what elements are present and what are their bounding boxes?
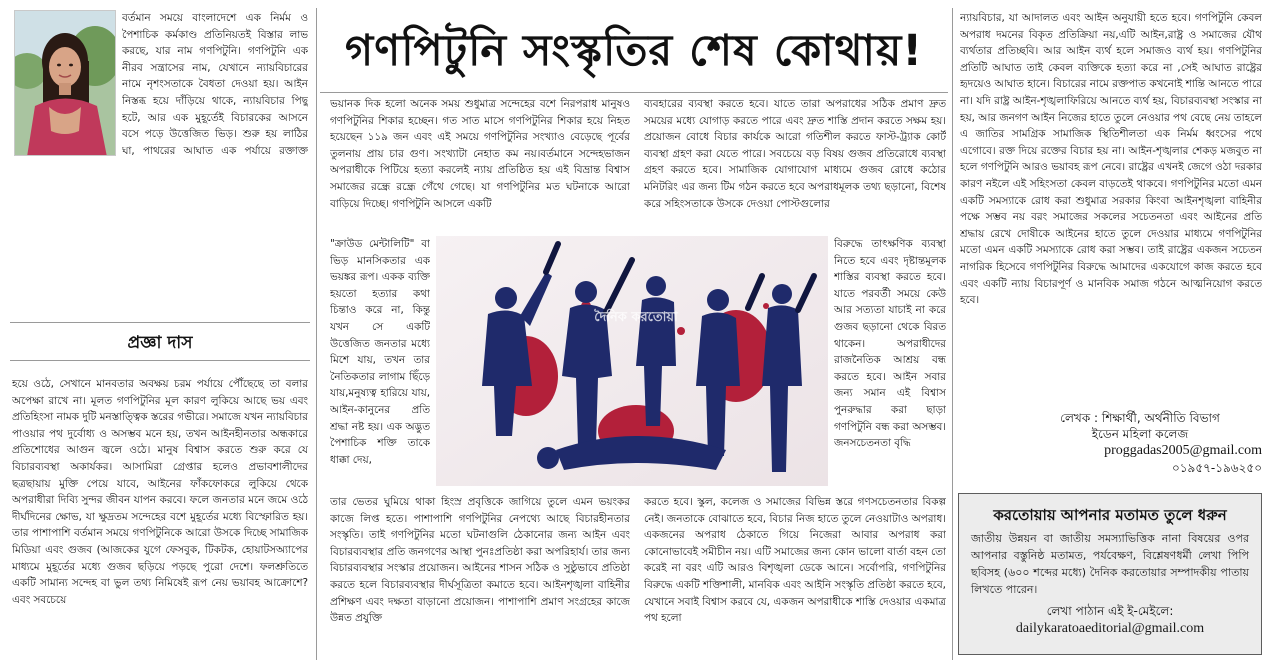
writer-institution: ইডেন মহিলা কলেজ <box>1091 427 1189 441</box>
mob-violence-illustration <box>436 236 828 486</box>
headline-divider <box>320 92 948 93</box>
article-column-1-top: বর্তমান সময়ে বাংলাদেশে এক নির্মম ও পৈশাচিক কর্মকাণ্ড প্রতিনিয়তই বিস্তার লাভ করছে, যার নাম গণপিটুনি। গণপিটুনি এক নীরব সন্ত্রাসের নাম, যেখানে ন্যায়বিচারের নামে নৃশংসতাকে বৈধতা দেওয়া হয়। আইন নিস্তব্ধ হয়ে দাঁড়িয়ে থাকে, ন্যায়বিচার পিছু হটে, আর এক মুহূর্তেই বিচারকের আসনে বসে পড়ে উত্তেজিত ভিড়। শুরু হয় লাঠির ঘা, পাথরের আঘাত এক পর্যায়ে রক্তাক্ত <box>122 12 308 157</box>
article-column-3-top: ব্যবহারের ব্যবস্থা করতে হবে। যাতে তারা অপরাধের সঠিক প্রমাণ দ্রুত সময়ের মধ্যে যোগাড় করতে পারে এবং দ্রুত শাস্তি প্রদান করতে সক্ষম হয়। প্রয়োজন বোধে বিচার কার্যকে আরো গতিশীল করতে ফাস্ট-ট্র্যাক কোর্ট ব্যবস্থা গ্রহণ করা যেতে পারে। সবচেয়ে বড় বিষয় গুজব প্রতিরোধে ব্যবস্থা গ্রহণ করতে হবে। সামাজিক যোগাযোগ মাধ্যমে গুজব রোধে কঠোর মনিটরিং এর জন্য টিম গঠন করতে হবে অপরাধমূলক তথ্য ছড়ানো, বিশেষ করে সহিংসতাকে উসকে দেওয়া পোস্টগুলোর <box>644 98 946 210</box>
promo-email-link[interactable]: dailykaratoaeditorial@gmail.com <box>1015 621 1205 636</box>
byline: প্রজ্ঞা দাস <box>127 333 193 353</box>
column-divider <box>316 8 317 660</box>
writer-info <box>978 410 1262 476</box>
image-watermark: দৈনিক করতোয়া <box>594 310 678 325</box>
article-column-4: ন্যায়বিচার, যা আদালত এবং আইন অনুযায়ী হতে হবে। গণপিটুনি কেবল অপরাধ দমনের বিকৃত প্রতিক্রিয়া নয়,এটি আইন,রাষ্ট্র ও সমাজের যৌথ ব্যর্থতার প্রতিচ্ছবি। আর আইন ব্যর্থ হলে সমাজও ব্যর্থ হয়। গণপিটুনির প্রতিটি আঘাত তাই কেবল ব্যক্তিকে হত্যা করে না ,সেই আঘাত রাষ্ট্রের হৃদয়েও আঘাত হানে। বিচারের নামে রক্তপাত কখনোই শান্তি আনতে পারে না। যদি রাষ্ট্র আইন-শৃঙ্খলাফিরিয়ে আনতে ব্যর্থ হয়, বিচারব্যবস্থা সংস্কার না হয়, আর জনগণ আইন নিজের হাতে তুলে নেওয়ার পথ বেছে নেয় তাহলে এ জাতির সামগ্রিক সামাজিক স্থিতিশীলতা এক নির্মম ধ্বংসের পথে এগোবে। রক্ত দিয়ে রক্তের বিচার হয় না। আইন-শৃঙ্খলার শেকড় মজবুত না হলে গণপিটুনি আরও ভয়াবহ রূপ নেবে। রাষ্ট্রের এখনই জেগে ওঠা দরকার কারণ নইলে এই সহিংসতা কেবল বাড়তেই থাকবে। গণপিটুনির মতো এমন একটি সমস্যাকে রোধ করা শুধুমাত্র সরকার কিংবা আইনশৃঙ্খলা বাহিনীর পক্ষে সম্ভব নয় বরং সমাজের সকলের সচেতনতা এবং আইনের প্রতি শ্রদ্ধায় রেখে দোষীকে আইনের হাতে তুলে দেওয়ার মাধ্যমে গণপিটুনির মতো এমন একটি সমস্যাকে রোধ করা সম্ভব। তাই রাষ্ট্রের একজন সচেতন নাগরিক হিসেবে গণপিটুনির বিরুদ্ধে আমাদের একযোগে কাজ করতে হবে এবং একটি ন্যায় বিচারপূর্ণ ও মানবিক সমাজ গঠনে আত্মনিয়োগ করতে হবে। <box>960 12 1262 307</box>
section-divider <box>10 322 310 323</box>
promo-body: জাতীয় উন্নয়ন বা জাতীয় সমস্যাভিত্তিক নানা বিষয়ের ওপর আপনার বস্তুনিষ্ঠ মতামত, পর্যবেক্ষণ, বিশ্লেষণধর্মী লেখা পিপি ছবিসহ (৬০০ শব্দের মধ্যে) দৈনিক করতোয়ার সম্পাদকীয় পাতায় লিখতে পারেন। <box>971 532 1249 596</box>
promo-title: করতোয়ায় আপনার মতামত তুলে ধরুন <box>993 506 1227 524</box>
article-column-3-bottom: করতে হবে। স্কুল, কলেজ ও সমাজের বিভিন্ন স্তরে গণসচেতনতার বিকল্প নেই। জনতাকে বোঝাতে হবে, বিচার নিজ হাতে তুলে নেওয়াটাও অপরাধ। একজনের অপরাধ ঠেকাতে গিয়ে নিজেরা আবার অপরাধ করা কোনোভাবেই সমীচীন নয়। এটি সমাজের জন্য কোন ভালো বার্তা বহন তো করেই না বরং এটি আরও বিশৃঙ্খলা ডেকে আনে। সর্বোপরি, গণপিটুনির বিরুদ্ধে একটি শক্তিশালী, মানবিক এবং আইনি সংস্কৃতি প্রতিষ্ঠা করতে হবে, যেখানে সবাই বিশ্বাস করবে যে, একজন অপরাধীকে শাস্তি দেওয়ার একমাত্র পথ হলো <box>644 496 946 625</box>
article-column-2-top: ভয়ানক দিক হলো অনেক সময় শুধুমাত্র সন্দেহের বশে নিরপরাধ মানুষও গণপিটুনির শিকার হচ্ছেন। গত সাত মাসে গণপিটুনির শিকার হয়ে নিহত হয়েছেন ১১৯ জন এবং এই সময়ে গণপিটুনির সংখ্যাও বেড়েছে পূর্বের তুলনায় প্রায় চার গুণ। সংখ্যাটা নেহাত কম নয়।বর্তমানে সন্দেহভাজন অপরাধীকে পিটিয়ে হত্যা করলেই ন্যায় প্রতিষ্ঠিত হয় এই বিভ্রান্ত বিশ্বাস সমাজের রন্ধ্রে রন্ধ্রে গেঁথে গেছে। যা গণপিটুনির মত ঘটনাকে আরো বাড়িয়ে দিচ্ছে। গণপিটুনি আসলে একটি <box>330 98 630 210</box>
article-column-1-wrap <box>12 160 308 320</box>
column-divider <box>952 8 953 660</box>
article-column-3-mid: বিরুদ্ধে তাৎক্ষণিক ব্যবস্থা নিতে হবে এবং দৃষ্টান্তমূলক শাস্তির ব্যবস্থা করতে হবে। যাতে পরবর্তী সময়ে কেউ আর সত্যতা যাচাই না করে গুজব ছড়ানো থেকে বিরত থাকেন। অপরাধীদের রাজনৈতিক আশ্রয় বন্ধ করতে হবে। আইন সবার জন্য সমান এই বিশ্বাস পুনরুদ্ধার করা ছাড়া গণপিটুনি বন্ধ করা অসম্ভব। জনসচেতনতা বৃদ্ধি <box>834 238 946 450</box>
article-column-2-bottom: তার ভেতর ঘুমিয়ে থাকা হিংস্র প্রবৃত্তিকে জাগিয়ে তুলে এমন ভয়ংকর কাজে লিপ্ত হতে। পাশাপাশি গণপিটুনির নেপথ্যে আছে বিচারহীনতার সংস্কৃতি। তাই গণপিটুনির মতো ঘটনাগুলি ঠেকানোর জন্য আইন এবং বিচারব্যবস্থার প্রতি জনগণের আস্থা পুনঃপ্রতিষ্ঠা করা অপরিহার্য। তার জন্য বিচারব্যবস্থার সংস্কার প্রয়োজন। আইনের শাসন সঠিক ও সুষ্ঠুভাবে প্রতিষ্ঠা করতে হলে বিচারব্যবস্থার দীর্ঘসূত্রিতা কমাতে হবে। আইনশৃঙ্খলা বাহিনীর প্রশিক্ষণ এবং দক্ষতা বাড়ানো প্রয়োজন। পাশাপাশি প্রমাণ সংগ্রহের কাজে উন্নত প্রযুক্তি <box>330 496 630 625</box>
section-divider <box>10 360 310 361</box>
opinion-submission-box <box>958 493 1262 655</box>
headline: গণপিটুনি সংস্কৃতির শেষ কোথায়! <box>345 26 923 76</box>
article-column-2-mid: "ক্রাউড মেন্টালিটি" বা ভিড় মানসিকতার এক ভয়ঙ্কর রূপ। একক ব্যক্তি হয়তো হত্যার কথা চিন্তাও করে না, কিন্তু যখন সে একটি উত্তেজিত জনতার মধ্যে মিশে যায়, তখন তার নৈতিকতার লাগাম ছিঁড়ে যায়,মনুষ্যত্ব হারিয়ে যায়, আইন-কানুনের প্রতি শ্রদ্ধা নষ্ট হয়। এক অদ্ভুত পৈশাচিক শক্তি তাকে ধাক্কা দেয়, <box>330 238 430 466</box>
promo-send-label: লেখা পাঠান এই ই-মেইলে: <box>1046 604 1174 618</box>
writer-email[interactable]: proggadas2005@gmail.com <box>1104 443 1262 458</box>
writer-designation: লেখক : শিক্ষার্থী, অর্থনীতি বিভাগ <box>1060 411 1220 425</box>
author-photo <box>14 10 116 156</box>
article-column-1-bottom: হয়ে ওঠে, সেখানে মানবতার অবক্ষয় চরম পর্যায়ে পৌঁছেছে তা বলার অপেক্ষা রাখে না। মূলত গণপিটুনির মূল কারণ লুকিয়ে আছে ভয় এবং প্রতিহিংসা নামক দুটি মনস্তাত্ত্বিক স্তরের গভীরে। সমাজে যখন ন্যায়বিচার পাওয়ার পথ দুর্বোধ্য ও অসম্ভব মনে হয়, তখন আইনহীনতার অন্ধকারে প্রতিশোধের আগুন জ্বলে ওঠে। মানুষ বিশ্বাস করতে শুরু করে যে বিচারব্যবস্থা অকার্যকর। আসামিরা গ্রেপ্তার হলেও প্রভাবশালীদের ছত্রছায়ায় মুক্তি পেয়ে যাবে, আইনের ফাঁকফোকরে লুকিয়ে থেকে অপরাধীরা দিব্যি সুন্দর জীবন যাপন করবে। ফলে জনতার মনে জমে ওঠে দীর্ঘদিনের ক্ষোভ, যা ক্ষুদ্রতম সন্দেহের বশে মুহূর্তের মধ্যে বিস্ফোরিত হয়। তার পাশাপাশি বর্তমান সময়ে গণপিটুনিকে আরো উসকে দিচ্ছে সামাজিক মিডিয়া এবং গুজব (আজকের যুগে ফেসবুক, টিকটক, হোয়াটসঅ্যাপের মাধ্যমে মুহূর্তের মধ্যে গুজব ছড়িয়ে পড়ছে পুরো দেশে। ফলশ্রুতিতে একটি সামান্য সন্দেহ বা ভুল তথ্য নিমিষেই রূপ নেয় ভয়াবহ আক্রোশে? এবং সবচেয়ে <box>12 378 308 606</box>
writer-phone: ০১৯৫৭-১৯৬২৫০ <box>1171 461 1262 475</box>
